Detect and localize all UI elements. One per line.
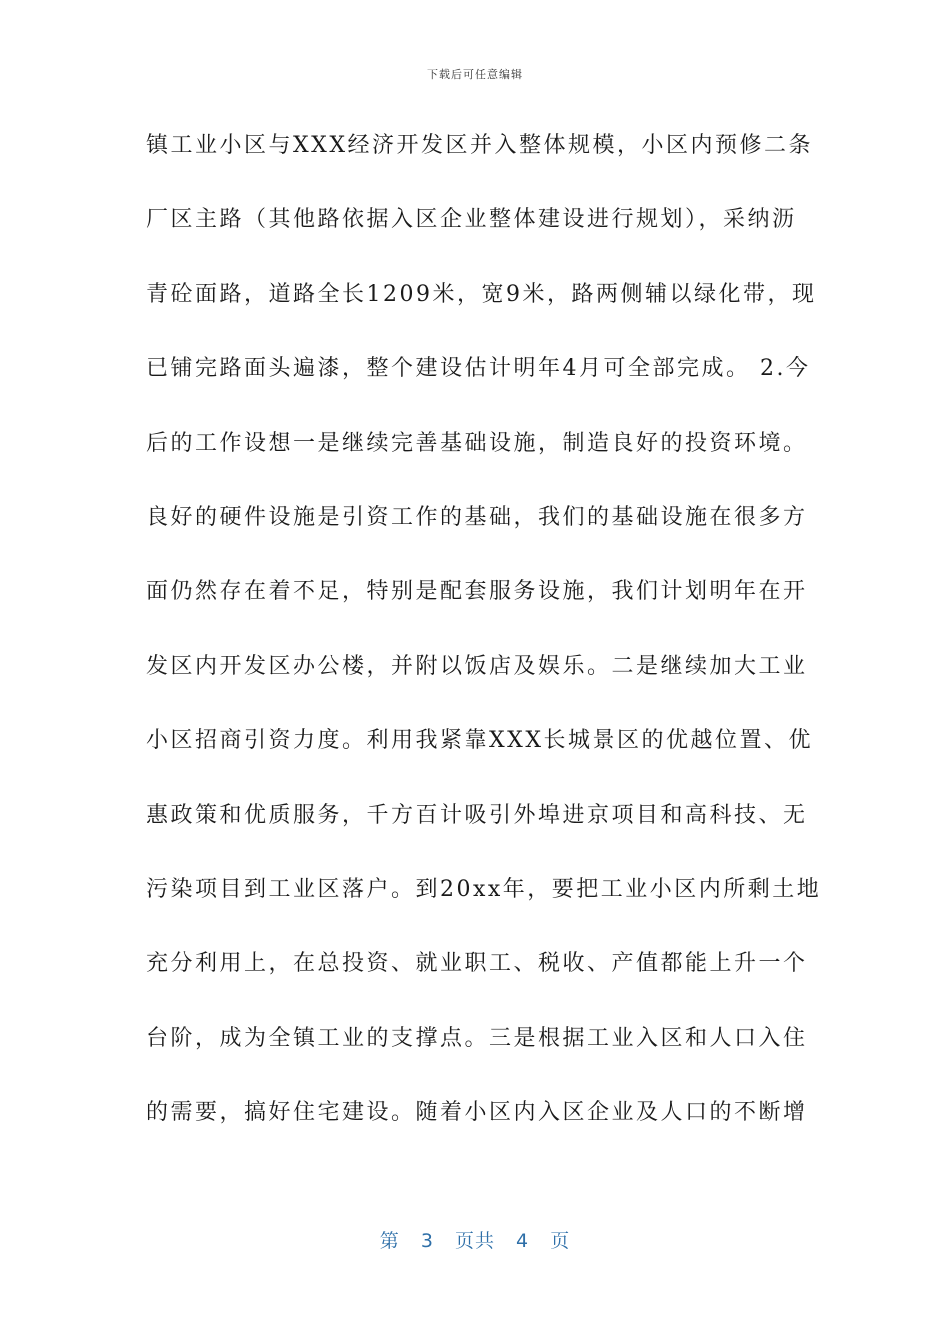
document-body	[146, 118, 822, 1159]
page-footer	[0, 1226, 950, 1253]
text-line: 后的工作设想一是继续完善基础设施，制造良好的投资环境。	[146, 430, 808, 456]
footer-prefix: 第	[379, 1230, 400, 1252]
text-line: 厂区主路（其他路依据入区企业整体建设进行规划），采纳沥	[146, 207, 797, 233]
text-line: 已铺完路面头遍漆，整个建设估计明年4月可全部完成。 2.今	[146, 356, 811, 382]
text-line: 发区内开发区办公楼，并附以饭店及娱乐。二是继续加大工业	[146, 653, 808, 679]
text-line: 充分利用上，在总投资、就业职工、税收、产值都能上升一个	[146, 951, 808, 977]
text-line: 小区招商引资力度。利用我紧靠XXX长城景区的优越位置、优	[146, 728, 813, 754]
page-header-note: 下载后可任意编辑	[427, 68, 523, 81]
total-page-number: 4	[516, 1230, 530, 1252]
text-line: 台阶，成为全镇工业的支撑点。三是根据工业入区和人口入住	[146, 1025, 808, 1051]
text-line: 青砼面路，道路全长1209米，宽9米，路两侧辅以绿化带，现	[146, 281, 817, 307]
footer-suffix: 页	[550, 1230, 571, 1252]
text-line: 良好的硬件设施是引资工作的基础，我们的基础设施在很多方	[146, 504, 808, 530]
text-line: 面仍然存在着不足，特别是配套服务设施，我们计划明年在开	[146, 579, 808, 605]
text-line: 镇工业小区与XXX经济开发区并入整体规模，小区内预修二条	[146, 133, 813, 158]
footer-middle: 页共	[454, 1230, 495, 1252]
text-line: 的需要，搞好住宅建设。随着小区内入区企业及人口的不断增	[146, 1100, 808, 1126]
text-line: 惠政策和优质服务，千方百计吸引外埠进京项目和高科技、无	[146, 802, 808, 828]
current-page-number: 3	[420, 1230, 434, 1252]
text-line: 污染项目到工业区落户。到20xx年，要把工业小区内所剩土地	[146, 876, 822, 902]
